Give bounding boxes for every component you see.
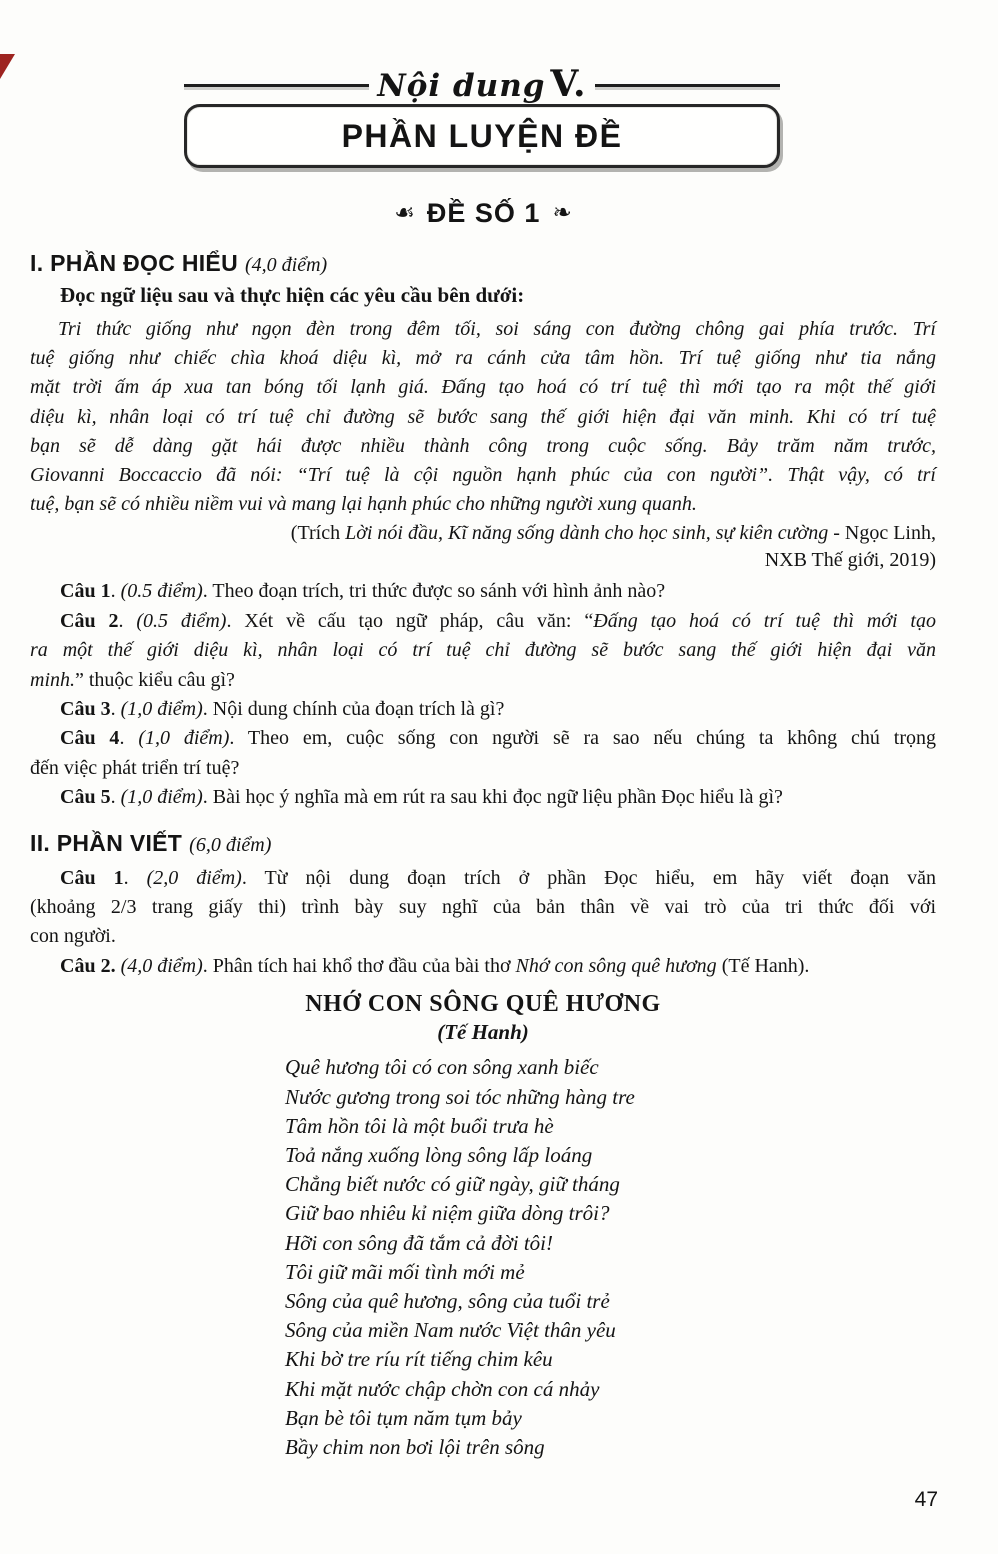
banner-rule-right — [595, 84, 780, 87]
passage-line: tuệ, bạn sẽ có nhiều niềm vui và mang lại hạnh phúc cho những người xung quanh. — [30, 493, 697, 516]
text-segment: (1,0 điểm) — [120, 786, 203, 809]
page-body — [30, 196, 936, 1462]
banner-box-title: PHẦN LUYỆN ĐỀ — [341, 117, 623, 154]
passage-citation — [30, 520, 936, 573]
writing-section-label: II. PHẦN VIẾT — [30, 829, 183, 856]
question-line — [30, 636, 936, 665]
text-segment: con người. — [30, 925, 116, 948]
text-segment: . — [118, 609, 137, 632]
text-segment: (1,0 điểm) — [120, 698, 203, 721]
text-segment: . Xét về cấu tạo ngữ pháp, câu văn: “ — [226, 609, 594, 632]
text-segment: . Theo em, cuộc sống con người sẽ ra sao nếu chúng ta không chú trọng — [229, 727, 936, 750]
text-segment: Câu 4 — [60, 727, 120, 750]
poem-title: NHỚ CON SÔNG QUÊ HƯƠNG — [305, 991, 661, 1018]
question-line — [30, 754, 936, 783]
text-segment: (khoảng 2/3 trang giấy thi) trình bày suy nghĩ của bản thân về vai trò của tri thức đối với — [30, 896, 936, 919]
poem-line: Khi bờ tre ríu rít tiếng chim kêu — [285, 1347, 553, 1372]
question — [30, 724, 936, 783]
text-segment: NXB Thế giới, 2019) — [764, 548, 936, 571]
text-segment: . Theo đoạn trích, tri thức được so sánh với hình ảnh nào? — [202, 580, 666, 603]
poem-line: Quê hương tôi có con sông xanh biếc — [285, 1055, 599, 1080]
question-lines — [30, 695, 936, 724]
question-line — [30, 666, 936, 695]
banner-script-title — [184, 54, 780, 105]
poem-line: Sông của miền Nam nước Việt thân yêu — [285, 1318, 616, 1343]
passage-line: mặt trời ấm áp xua tan bóng tối lạnh giá. Đấng tạo hoá có trí tuệ thì mới tạo ra một thế giới — [30, 376, 936, 399]
text-segment: . — [119, 727, 139, 750]
question — [30, 577, 936, 606]
text-segment: (Trích — [290, 522, 346, 545]
text-segment: Câu 1 — [60, 866, 124, 889]
text-segment: . Từ nội dung đoạn trích ở phần Đọc hiểu, em hãy viết đoạn văn — [241, 866, 936, 889]
question-line — [30, 607, 936, 636]
scan-corner-mark — [0, 54, 15, 79]
citation-line — [30, 520, 936, 547]
text-segment: (4,0 điểm) — [120, 954, 203, 977]
text-segment: . Phân tích hai khổ thơ đầu của bài thơ — [202, 954, 516, 977]
text-segment: (2,0 điểm) — [146, 866, 242, 889]
question-line — [30, 577, 936, 606]
exam-title-text: ĐỀ SỐ 1 — [426, 198, 541, 228]
question-line — [30, 695, 936, 724]
reading-section-points: (4,0 điểm) — [244, 254, 328, 276]
poem-line: Hỡi con sông đã tắm cả đời tôi! — [285, 1230, 553, 1255]
passage-line: Tri thức giống như ngọn đèn trong đêm tối, soi sáng con đường chông gai phía trước. Trí — [58, 318, 936, 340]
text-segment: Câu 2 — [60, 609, 119, 632]
question-lines — [30, 783, 936, 812]
question-lines — [30, 577, 936, 606]
question — [30, 695, 936, 724]
passage-line: Giovanni Boccaccio đã nói: “Trí tuệ là cội nguồn hạnh phúc của con người”. Thật vậy, có trí — [30, 464, 936, 487]
text-segment: Nhớ con sông quê hương — [515, 954, 717, 977]
question — [30, 607, 936, 695]
text-segment: . — [123, 866, 147, 889]
reading-instruction: Đọc ngữ liệu sau và thực hiện các yêu cầu bên dưới: — [60, 283, 525, 307]
text-segment: minh. — [30, 668, 75, 691]
text-segment: (0.5 điểm) — [120, 580, 203, 603]
question — [30, 864, 936, 952]
text-segment: Lời nói đầu, Kĩ năng sống dành cho học sinh, sự kiên cường — [345, 522, 829, 545]
text-segment: . — [110, 786, 121, 809]
page-number: 47 — [914, 1488, 938, 1511]
reading-section-heading — [30, 248, 936, 280]
question-line — [30, 783, 936, 812]
poem-line: Bầy chim non bơi lội trên sông — [285, 1434, 545, 1459]
poem-line: Nước gương trong soi tóc những hàng tre — [285, 1084, 635, 1109]
question-line — [30, 893, 936, 922]
text-segment: Câu 3 — [60, 698, 111, 721]
passage-line: tuệ giống như chiếc chìa khoá diệu kì, mở ra cánh cửa tâm hồn. Trí tuệ giống như tia nắng — [30, 347, 936, 370]
reading-passage — [30, 315, 936, 519]
poem-line: Tâm hồn tôi là một buổi trưa hè — [285, 1113, 554, 1138]
question-line — [30, 952, 936, 981]
text-segment: (1,0 điểm) — [138, 727, 230, 750]
poem-line: Tôi giữ mãi mối tình mới mẻ — [285, 1259, 525, 1284]
question-lines — [30, 607, 936, 695]
question-line — [30, 864, 936, 893]
text-segment: Đấng tạo hoá có trí tuệ thì mới tạo — [593, 609, 936, 632]
text-segment: ra một thế giới diệu kì, nhân loại có trí tuệ chỉ đường sẽ bước sang thế giới hiện đại văn — [30, 639, 936, 662]
poem-line: Sông của quê hương, sông của tuổi trẻ — [285, 1288, 610, 1313]
question-line — [30, 922, 936, 951]
poem-line: Khi mặt nước chập chờn con cá nhảy — [285, 1376, 600, 1401]
writing-section-heading — [30, 828, 936, 860]
poem-author: (Tế Hanh) — [437, 1020, 529, 1045]
text-segment: đến việc phát triển trí tuệ? — [30, 756, 240, 779]
question — [30, 783, 936, 812]
poem-line: Bạn bè tôi tụm năm tụm bảy — [285, 1405, 522, 1430]
poem-line: Toả nắng xuống lòng sông lấp loáng — [285, 1142, 593, 1167]
reading-section-label: I. PHẦN ĐỌC HIỂU — [30, 250, 238, 276]
question-lines — [30, 864, 936, 952]
text-segment: . — [110, 580, 121, 603]
text-segment: (Tế Hanh). — [716, 954, 810, 977]
text-segment: . Nội dung chính của đoạn trích là gì? — [202, 698, 505, 721]
text-segment: ” thuộc kiểu câu gì? — [75, 668, 235, 691]
writing-section-points: (6,0 điểm) — [189, 833, 272, 856]
exam-title — [30, 196, 936, 233]
banner-rule-left — [184, 84, 369, 87]
banner-script-label: Nội dung — [377, 68, 546, 104]
ornament-left-icon: ☙ — [394, 200, 415, 226]
text-segment: (0.5 điểm) — [136, 609, 227, 632]
poem — [30, 1053, 936, 1462]
question — [30, 952, 936, 981]
question-line — [30, 724, 936, 753]
ornament-right-icon: ❧ — [552, 200, 572, 226]
text-segment: . Bài học ý nghĩa mà em rút ra sau khi đọc ngữ liệu phần Đọc hiểu là gì? — [202, 786, 783, 809]
banner-script-text — [369, 63, 594, 105]
poem-line: Giữ bao nhiêu kỉ niệm giữa dòng trôi? — [285, 1201, 610, 1226]
citation-line — [30, 547, 936, 574]
text-segment: Câu 1 — [60, 580, 111, 603]
text-segment: - Ngọc Linh, — [828, 522, 936, 545]
poem-line: Chẳng biết nước có giữ ngày, giữ tháng — [285, 1172, 620, 1197]
section-banner — [184, 54, 780, 168]
passage-line: diệu kì, nhân loại có trí tuệ chỉ đường sẽ bước sang thế giới hiện đại văn minh. Khi có trí tuệ — [30, 405, 936, 428]
banner-box — [184, 104, 780, 168]
reading-questions — [30, 577, 936, 812]
text-segment: . — [110, 698, 121, 721]
question-lines — [30, 952, 936, 981]
text-segment: Câu 5 — [60, 786, 111, 809]
question-lines — [30, 724, 936, 783]
passage-line: bạn sẽ dễ dàng gặt hái được nhiều thành công trong cuộc sống. Bảy trăm năm trước, — [30, 434, 936, 457]
text-segment: Câu 2. — [60, 954, 116, 977]
writing-questions — [30, 864, 936, 982]
banner-numeral: V. — [550, 63, 587, 105]
